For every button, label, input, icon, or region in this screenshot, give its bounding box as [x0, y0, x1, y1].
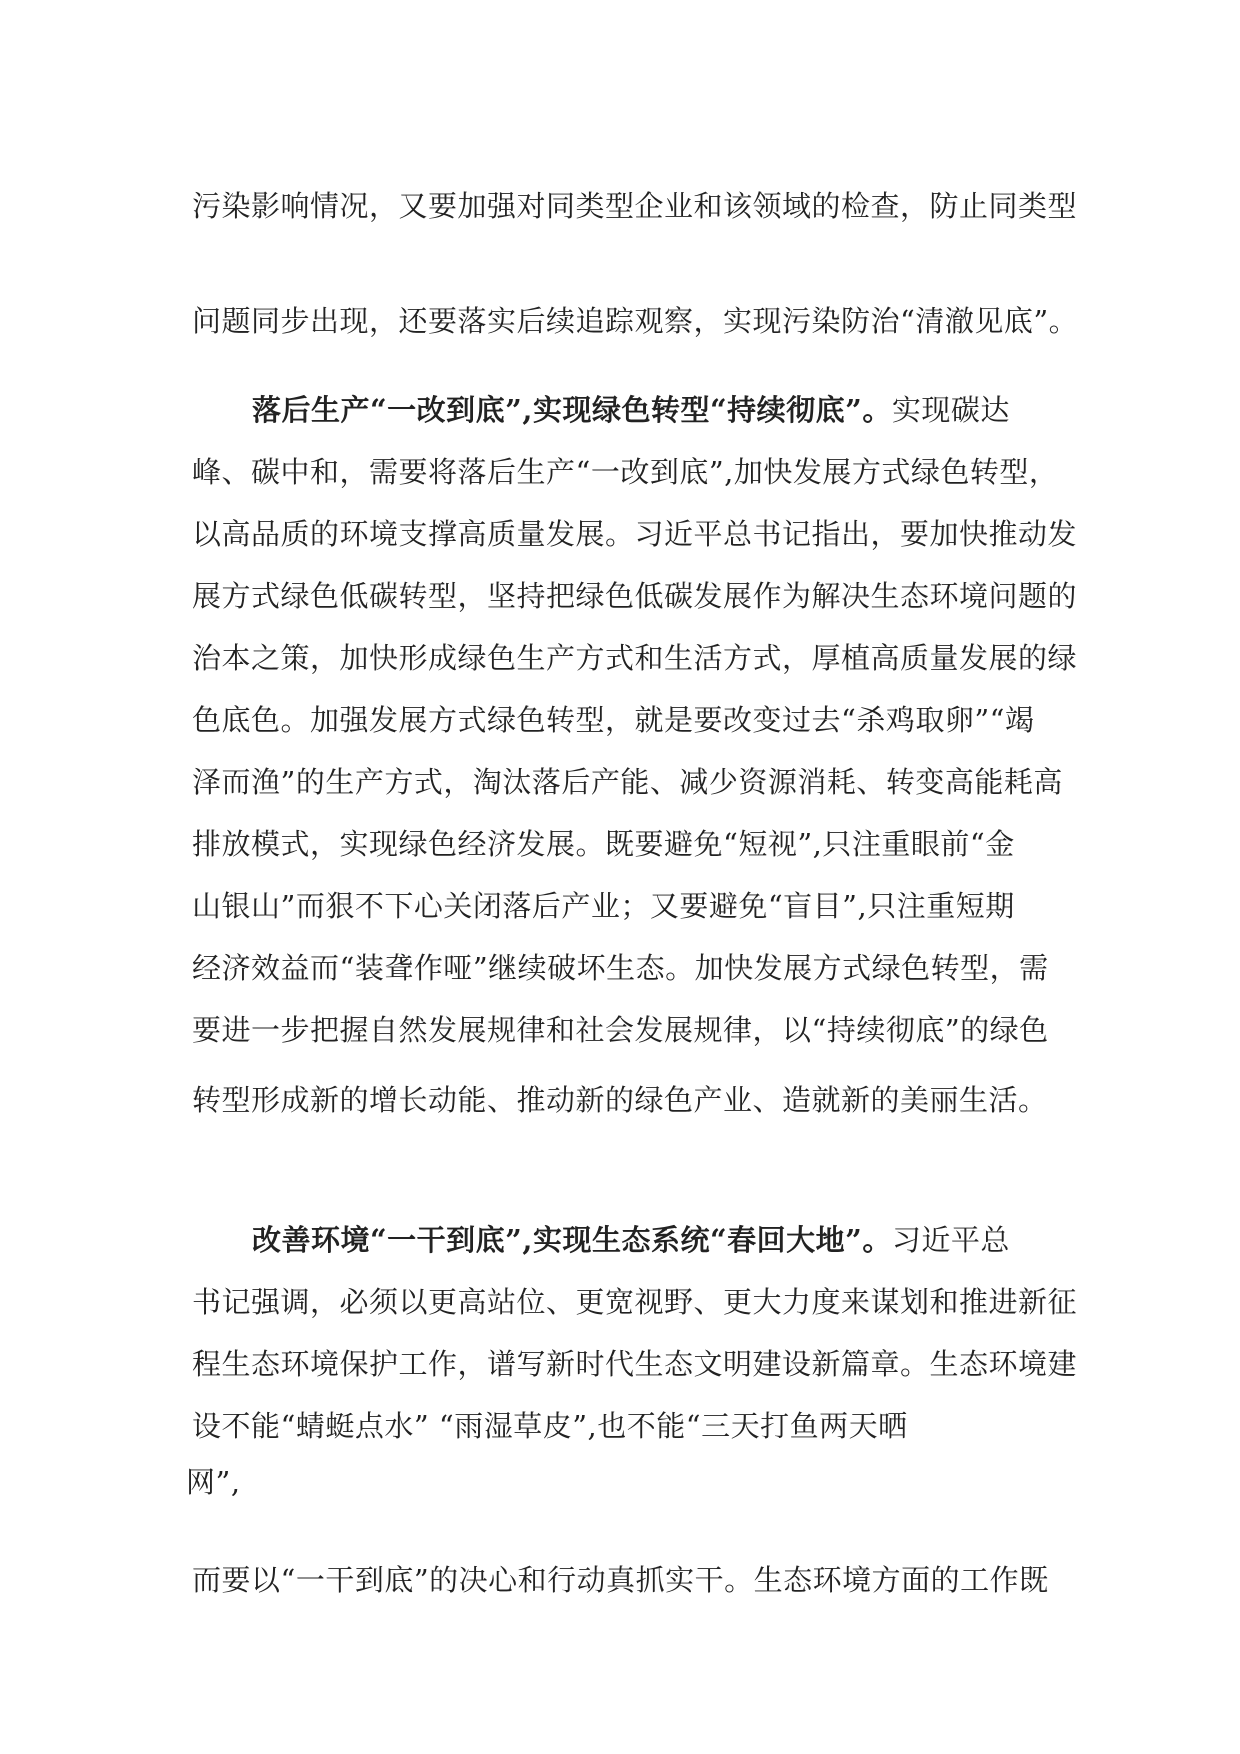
text-line: 问题同步出现，还要落实后续追踪观察，实现污染防治“清澈见底”。	[192, 304, 1079, 338]
text-line: 污染影响情况，又要加强对同类型企业和该领域的检查，防止同类型	[192, 189, 1078, 223]
paragraph-text: 习近平总	[891, 1223, 1010, 1257]
text-line: 以高品质的环境支撑高质量发展。习近平总书记指出，要加快推动发	[192, 517, 1078, 551]
text-line: 而要以“一干到底”的决心和行动真抓实干。生态环境方面的工作既	[192, 1563, 1049, 1597]
text-line: 要进一步把握自然发展规律和社会发展规律，以“持续彻底”的绿色	[192, 1013, 1049, 1047]
paragraph-text: 实现碳达	[891, 393, 1010, 427]
paragraph-heading: 落后生产“一改到底”,实现绿色转型“持续彻底”。	[252, 393, 892, 427]
text-line: 山银山”而狠不下心关闭落后产业；又要避免“盲目”,只注重短期	[192, 889, 1015, 923]
text-line: 程生态环境保护工作，谱写新时代生态文明建设新篇章。生态环境建	[192, 1347, 1078, 1381]
text-line: 转型形成新的增长动能、推动新的绿色产业、造就新的美丽生活。	[192, 1083, 1048, 1117]
paragraph-heading-line	[252, 390, 1052, 430]
text-line: 书记强调，必须以更高站位、更宽视野、更大力度来谋划和推进新征	[192, 1285, 1078, 1319]
text-line: 泽而渔”的生产方式，淘汰落后产能、减少资源消耗、转变高能耗高	[192, 765, 1063, 799]
text-line: 色底色。加强发展方式绿色转型，就是要改变过去“杀鸡取卵”“竭	[192, 703, 1035, 737]
text-line: 设不能“蜻蜓点水” “雨湿草皮”,也不能“三天打鱼两天晒	[192, 1409, 908, 1443]
text-line: 峰、碳中和，需要将落后生产“一改到底”,加快发展方式绿色转型，	[192, 455, 1059, 489]
text-line: 网”,	[186, 1465, 241, 1499]
paragraph-heading: 改善环境“一干到底”,实现生态系统“春回大地”。	[252, 1223, 892, 1257]
text-line: 排放模式，实现绿色经济发展。既要避免“短视”,只注重眼前“金	[192, 827, 1015, 861]
text-line: 治本之策，加快形成绿色生产方式和生活方式，厚植高质量发展的绿	[192, 641, 1078, 675]
text-line: 展方式绿色低碳转型，坚持把绿色低碳发展作为解决生态环境问题的	[192, 579, 1078, 613]
paragraph-heading-line	[252, 1220, 1052, 1260]
text-line: 经济效益而“装聋作哑”继续破坏生态。加快发展方式绿色转型，需	[192, 951, 1049, 985]
